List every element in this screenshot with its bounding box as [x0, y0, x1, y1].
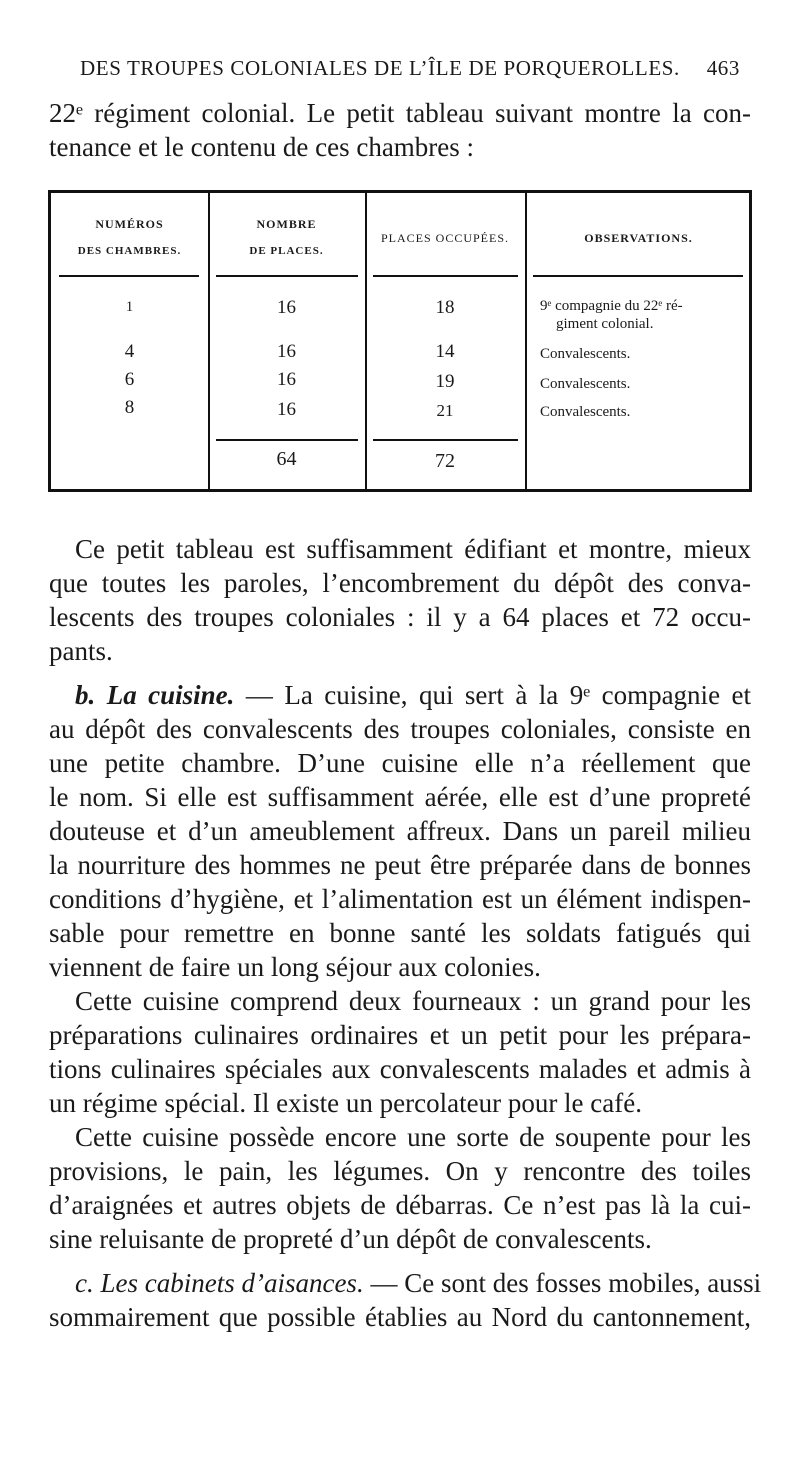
- header-rule: [373, 275, 518, 277]
- total-rule: [216, 439, 358, 441]
- text-line: au dépôt des convalescents des troupes coloniales, consiste en: [49, 714, 751, 744]
- cell-numero: 8: [124, 397, 135, 418]
- cell-occupees: 21: [436, 401, 454, 420]
- text-line: un régime spécial. Il existe un percolateur pour le café.: [49, 1088, 642, 1118]
- text-line: provisions, le pain, les légumes. On y rencontre des toiles: [49, 1156, 751, 1186]
- header-rule: [216, 275, 358, 277]
- page-number: 463: [706, 56, 740, 80]
- header-rule: [59, 275, 199, 277]
- rooms-table: [48, 190, 752, 492]
- header-nombre: NOMBRE: [256, 217, 317, 231]
- text-line: conditions d’hygiène, et l’alimentation est un élément indispen-: [49, 884, 751, 914]
- text-line: sine reluisante de propreté d’un dépôt de convalescents.: [49, 1224, 652, 1254]
- running-header: [80, 52, 740, 86]
- section-b-text: — La cuisine, qui sert à la 9ᵉ compagnie et: [234, 680, 751, 710]
- cell-occupees: 18: [435, 297, 455, 318]
- header-numeros: NUMÉROS: [95, 217, 164, 231]
- cell-numero: 6: [124, 369, 135, 390]
- text-line: le nom. Si elle est suffisamment aérée, elle est d’une propreté: [49, 782, 751, 812]
- text-line: lescents des troupes coloniales : il y a 64 places et 72 occu-: [49, 602, 751, 632]
- cell-places: 16: [277, 369, 296, 390]
- section-b-first-line: [75, 678, 751, 712]
- section-b-heading: b. La cuisine.: [75, 680, 235, 710]
- cell-places: 16: [277, 297, 296, 318]
- cell-observation-cont: giment colonial.: [556, 316, 654, 332]
- text-line: sommairement que possible établies au Nord du cantonnement,: [49, 1302, 751, 1332]
- header-places-occupees: PLACES OCCUPÉES.: [380, 231, 510, 245]
- section-c-text: — Ce sont des fosses mobiles, aussi: [363, 1268, 762, 1298]
- header-observations: OBSERVATIONS.: [584, 231, 693, 245]
- header-rule: [533, 275, 743, 277]
- cell-occupees: 19: [435, 371, 455, 392]
- cell-observation: Convalescents.: [540, 404, 631, 420]
- cell-observation: Convalescents.: [540, 376, 631, 392]
- cell-numero: 4: [124, 341, 135, 362]
- text-line: Ce petit tableau est suffisamment édifiant et montre, mieux: [75, 534, 751, 564]
- total-places: 64: [276, 448, 297, 470]
- cell-places: 16: [277, 341, 296, 362]
- cell-places: 16: [277, 399, 296, 420]
- text-line: tions culinaires spéciales aux convalescents malades et admis à: [49, 1054, 751, 1084]
- text-line: d’araignées et autres objets de débarras. Ce n’est pas là la cui-: [49, 1190, 751, 1220]
- text-line: que toutes les paroles, l’encombrement du dépôt des conva-: [49, 568, 751, 598]
- header-numeros-sub: DES CHAMBRES.: [77, 245, 182, 257]
- text-line: tenance et le contenu de ces chambres :: [49, 132, 475, 162]
- cell-observation: 9ᵉ compagnie du 22ᵉ ré-: [540, 298, 683, 314]
- text-line: préparations culinaires ordinaires et un petit pour les prépara-: [49, 1020, 751, 1050]
- running-title: DES TROUPES COLONIALES DE L’ÎLE DE PORQUEROLLES.: [80, 56, 680, 80]
- text-line: Cette cuisine possède encore une sorte de soupente pour les: [75, 1122, 751, 1152]
- text-line: viennent de faire un long séjour aux colonies.: [49, 952, 541, 982]
- total-occupees: 72: [435, 450, 455, 472]
- section-c-heading: c. Les cabinets d’aisances.: [75, 1268, 364, 1298]
- cell-numero: 1: [125, 299, 134, 315]
- text-line: une petite chambre. D’une cuisine elle n’a réellement que: [49, 748, 751, 778]
- text-line: la nourriture des hommes ne peut être préparée dans de bonnes: [49, 850, 751, 880]
- header-nombre-sub: DE PLACES.: [249, 245, 324, 257]
- section-c-first-line: [75, 1266, 762, 1300]
- cell-occupees: 14: [435, 341, 455, 362]
- text-line: 22ᵉ régiment colonial. Le petit tableau suivant montre la con-: [49, 98, 751, 128]
- total-rule: [373, 439, 518, 441]
- text-line: douteuse et d’un ameublement affreux. Dans un pareil milieu: [49, 816, 751, 846]
- text-line: Cette cuisine comprend deux fourneaux : un grand pour les: [75, 986, 751, 1016]
- text-line: pants.: [49, 636, 113, 666]
- text-line: sable pour remettre en bonne santé les soldats fatigués qui: [49, 918, 751, 948]
- cell-observation: Convalescents.: [540, 346, 631, 362]
